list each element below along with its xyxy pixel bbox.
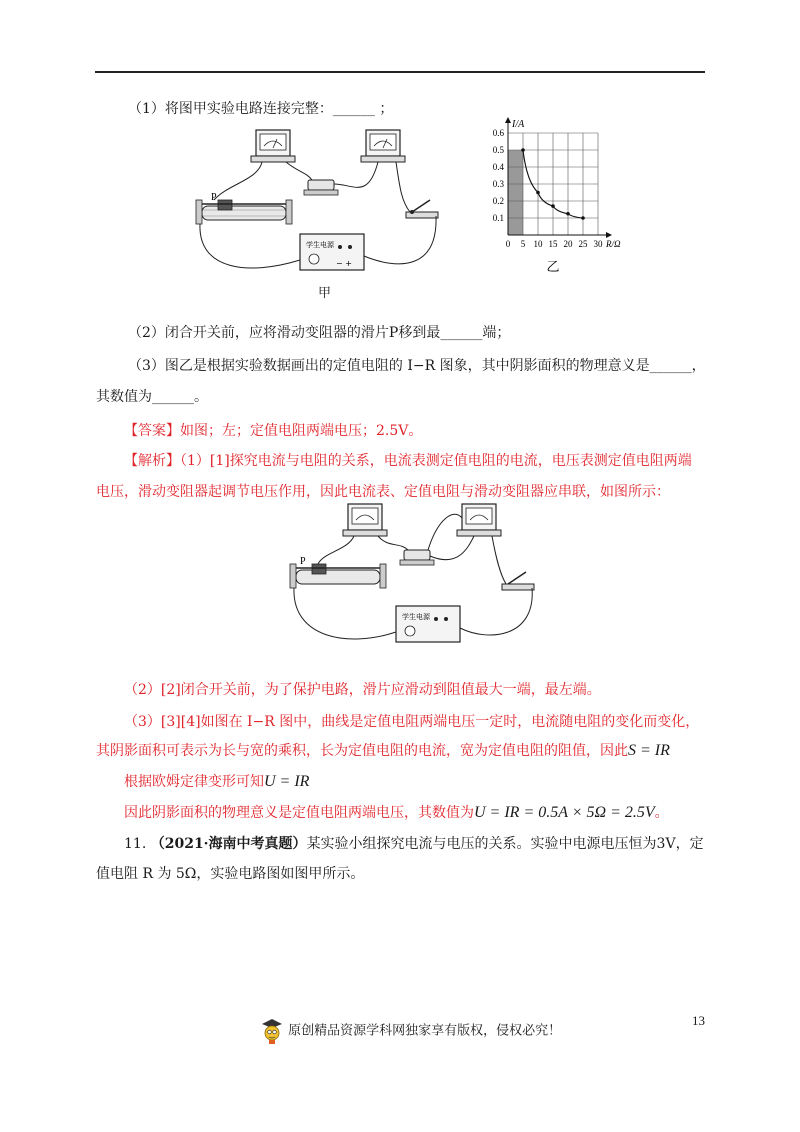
- answer-line: [124, 421, 422, 441]
- x-tick-label: 30: [593, 239, 603, 249]
- svg-text:P: P: [211, 192, 217, 203]
- figure-yi-caption: 乙: [546, 260, 560, 275]
- question-11-line1: [124, 834, 704, 854]
- svg-text:学生电源: 学生电源: [402, 613, 430, 621]
- y-tick-label: 0.4: [492, 162, 504, 172]
- formula-u-ir: U = IR: [264, 773, 310, 790]
- analysis-5-line: [124, 803, 669, 823]
- y-tick-label: 0.3: [492, 179, 504, 189]
- formula-u-value: U = IR = 0.5A × 5Ω = 2.5V: [474, 804, 655, 821]
- y-tick-label: 0.5: [492, 145, 504, 155]
- switch-icon: [502, 572, 534, 590]
- resistor-icon: [304, 180, 338, 195]
- ammeter-icon: [251, 130, 295, 162]
- analysis-1a: （1）[1]探究电流与电阻的关系，电流表测定值电阻的电流，电压表测定值电阻两端: [180, 453, 692, 469]
- header-rule: [95, 71, 705, 73]
- analysis-3a: （3）[3][4]如图在 I−R 图中，曲线是定值电阻两端电压一定时，电流随电阻的变化而变化，: [124, 714, 700, 730]
- analysis-4: 根据欧姆定律变形可知: [124, 774, 264, 790]
- mascot-logo-icon: [260, 1018, 284, 1044]
- data-point: [536, 191, 540, 195]
- analysis-line-2: 电压，滑动变阻器起调节电压作用，因此电流表、定值电阻与滑动变阻器应串联，如图所示：: [96, 484, 670, 500]
- y-tick-label: 0.1: [492, 213, 504, 223]
- x-tick-label: 15: [548, 239, 558, 249]
- y-tick-label: 0.6: [492, 128, 504, 138]
- voltmeter-icon: [457, 504, 501, 536]
- data-point: [551, 204, 555, 208]
- svg-text:− +: − +: [336, 259, 352, 268]
- formula-s-ir: S = IR: [628, 742, 670, 759]
- question-11-line2: 值电阻 R 为 5Ω，实验电路图如图甲所示。: [96, 866, 365, 882]
- analysis-tag: 【解析】: [124, 453, 180, 469]
- switch-icon: [406, 200, 438, 218]
- shaded-area: [508, 150, 523, 235]
- question-3-line2: 其数值为______。: [96, 389, 208, 405]
- footer-copyright: 原创精品资源学科网独家享有版权，侵权必究！: [288, 1023, 562, 1039]
- resistor-icon: [400, 550, 434, 565]
- data-point: [581, 216, 585, 220]
- formula-end: 。: [654, 805, 669, 821]
- ammeter-icon: [343, 504, 387, 536]
- x-axis-arrow: [606, 232, 612, 238]
- y-tick-label: 0.2: [492, 196, 504, 206]
- x-tick-label: 5: [520, 239, 526, 249]
- answer-tag: 【答案】: [124, 423, 180, 439]
- question-11-text-a: 某实验小组探究电流与电压的关系。实验中电源电压恒为3V，定: [306, 836, 704, 852]
- circuit-figure-answer: [288, 498, 550, 660]
- analysis-2: （2）[2]闭合开关前，为了保护电路，滑片应滑动到阻值最大一端，最左端。: [124, 682, 601, 698]
- x-axis-label: R/Ω: [606, 239, 621, 249]
- svg-text:P: P: [300, 556, 306, 567]
- question-1: （1）将图甲实验电路连接完整：______ ；: [128, 101, 394, 117]
- svg-text:学生电源: 学生电源: [306, 241, 334, 249]
- analysis-4-line: [124, 772, 309, 792]
- y-axis-label: I/A: [512, 119, 525, 130]
- voltmeter-icon: [361, 130, 405, 162]
- analysis-3b: 其阴影面积可表示为长与宽的乘积，长为定值电阻的电流，宽为定值电阻的阻值，因此: [96, 743, 628, 759]
- x-tick-label: 20: [563, 239, 573, 249]
- x-tick-label: 0: [505, 239, 511, 249]
- question-11-number: 11.: [124, 836, 147, 852]
- y-axis-arrow: [505, 117, 511, 123]
- power-supply-icon: [396, 606, 460, 642]
- x-tick-label: 10: [533, 239, 543, 249]
- question-11-source: （2021·海南中考真题）: [150, 836, 307, 852]
- data-point: [566, 212, 570, 216]
- analysis-3b-line: [96, 741, 670, 761]
- x-tick-label: 25: [578, 239, 588, 249]
- question-2: （2）闭合开关前，应将滑动变阻器的滑片P移到最______端；: [128, 325, 511, 341]
- figure-jia-caption: 甲: [318, 286, 332, 301]
- power-supply-icon: [300, 234, 364, 270]
- rheostat-icon: [196, 192, 292, 224]
- circuit-figure-jia: [188, 120, 450, 300]
- question-3-line1: （3）图乙是根据实验数据画出的定值电阻的 I−R 图象，其中阴影面积的物理意义是______，: [128, 358, 706, 374]
- page-number: 13: [692, 1013, 705, 1028]
- analysis-5: 因此阴影面积的物理意义是定值电阻两端电压，其数值为: [124, 805, 474, 821]
- rheostat-icon: [290, 556, 386, 588]
- analysis-line-1: [124, 451, 692, 471]
- data-point: [521, 148, 525, 152]
- answer-text: 如图；左；定值电阻两端电压；2.5V。: [180, 423, 423, 439]
- ir-graph-figure-yi: [478, 115, 638, 295]
- footer: [260, 1018, 561, 1044]
